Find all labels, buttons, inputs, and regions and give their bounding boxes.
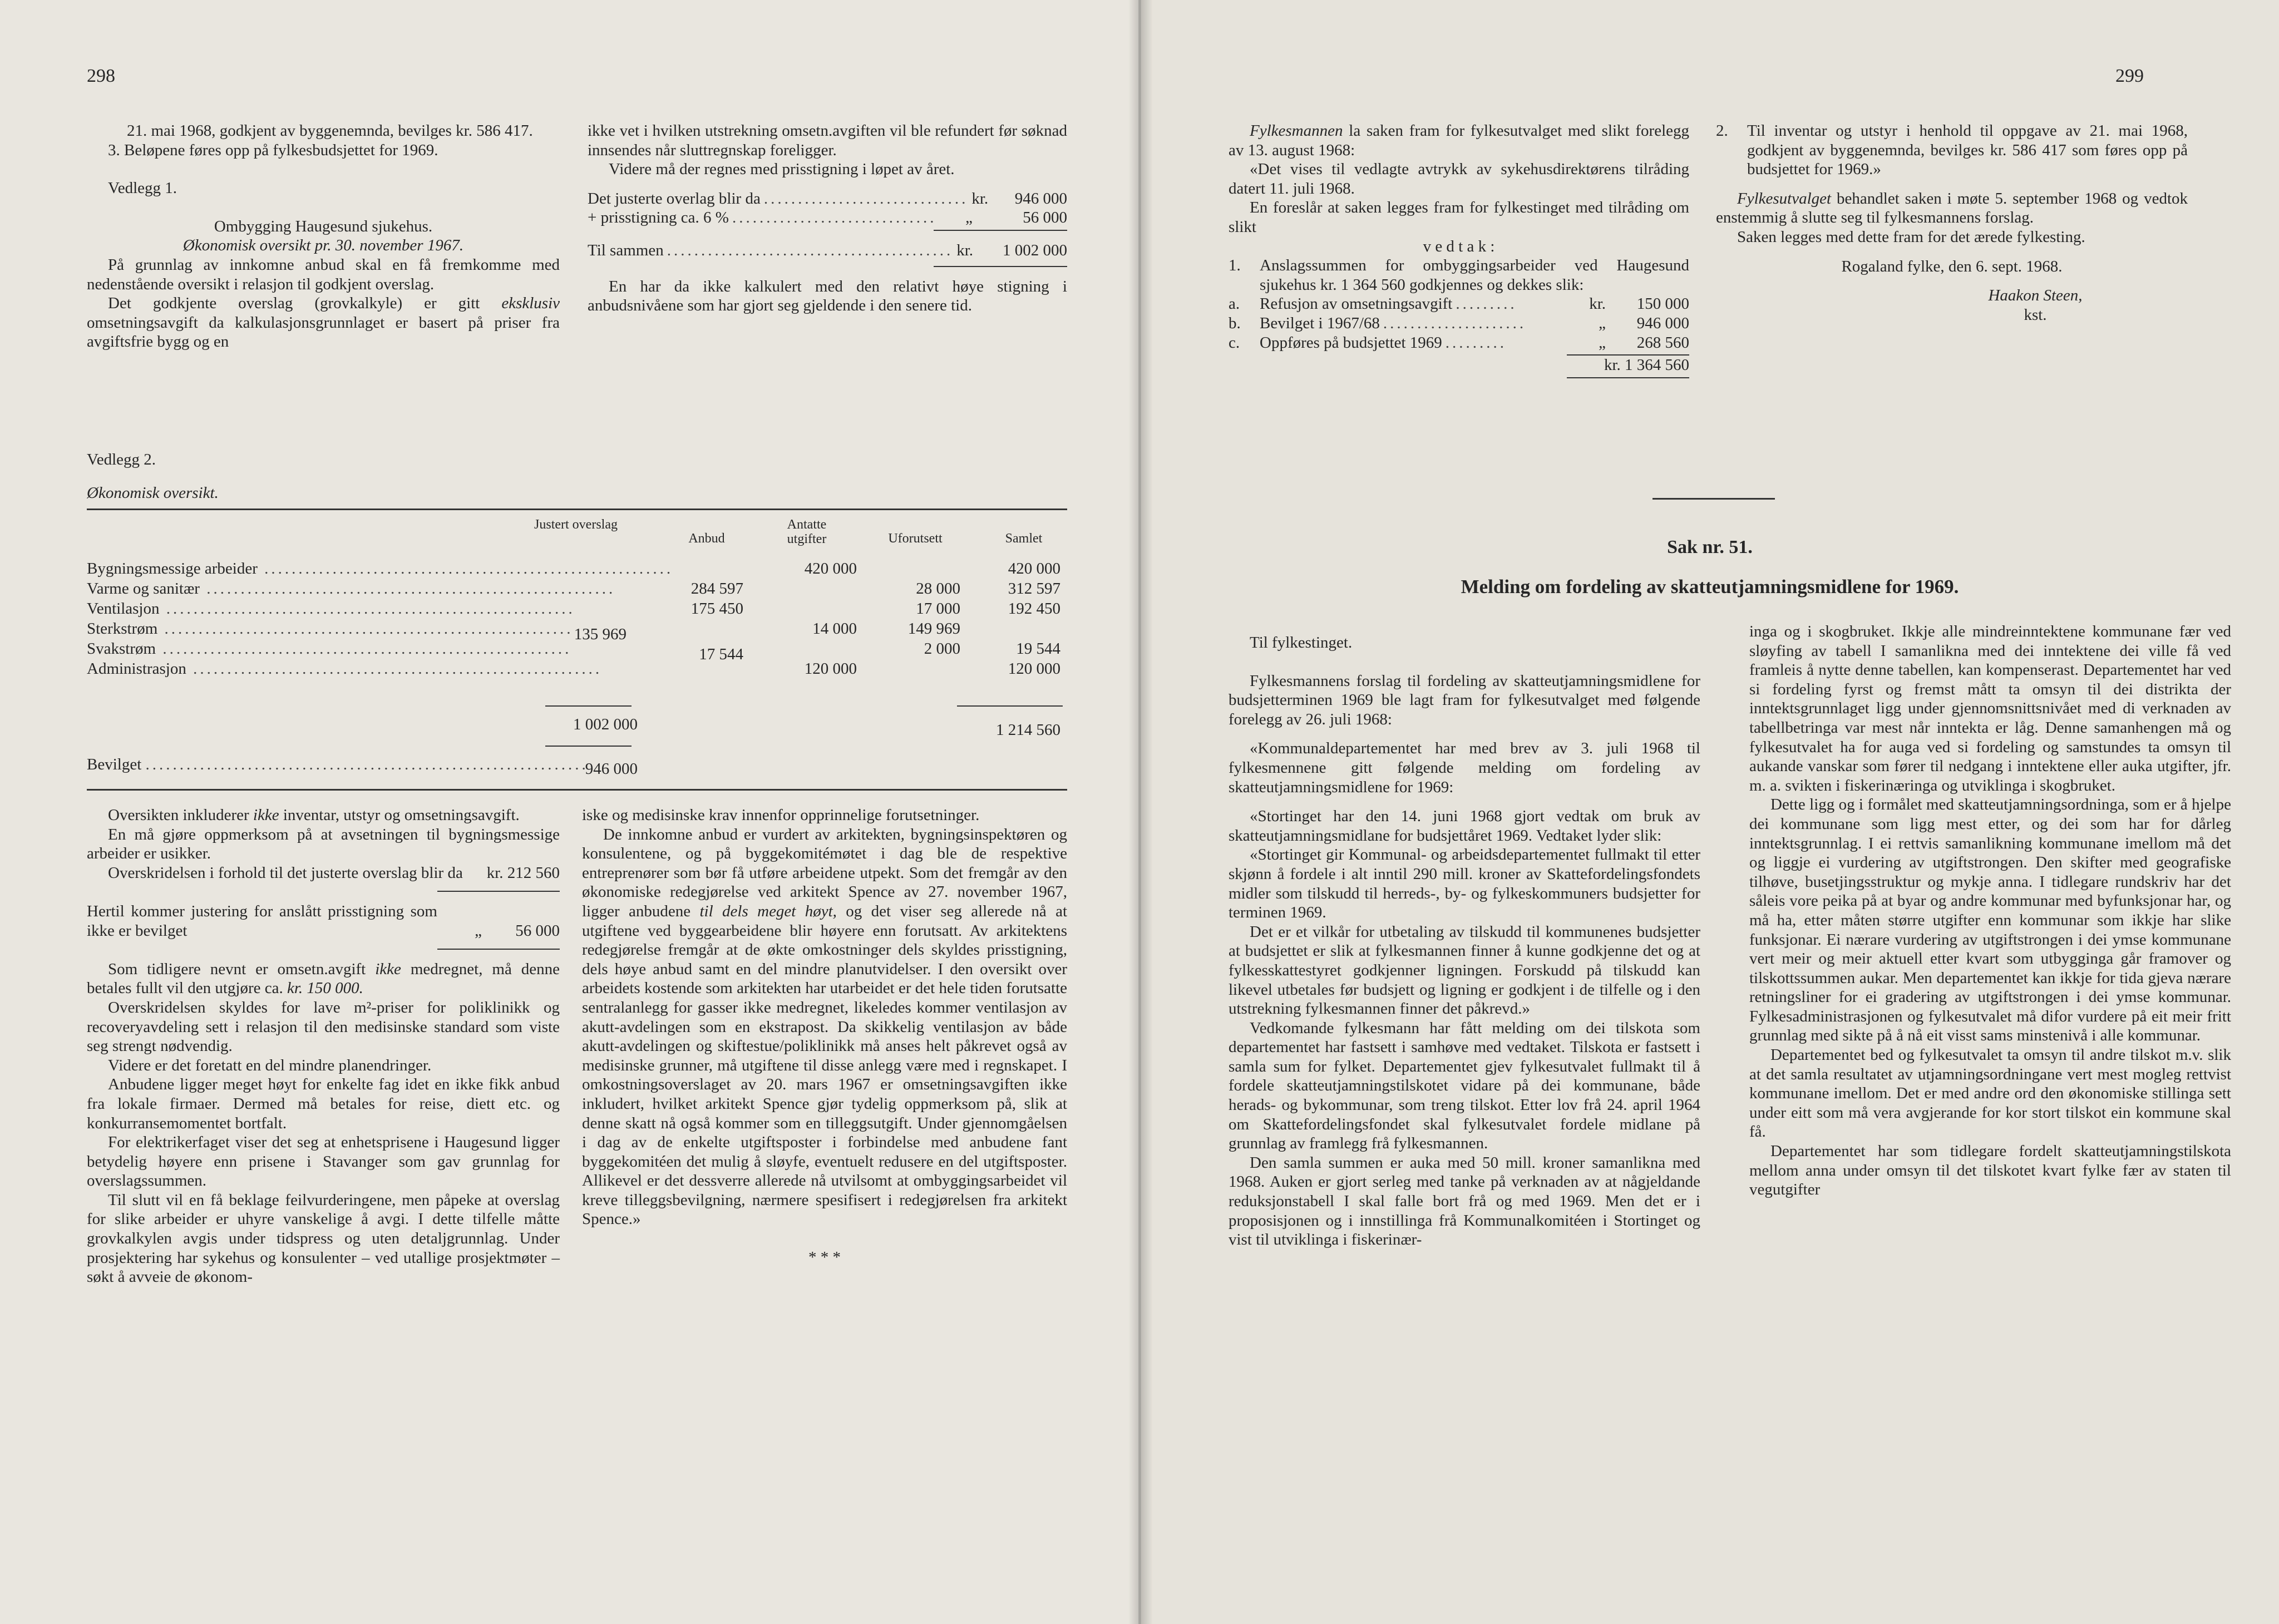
paragraph: Departementet bed og fylkesutvalet ta omsyn til andre tilskot m.v. slik at det samla resultatet av utjamningsordningane vert mest mogleg rettvist kommunane imellom. Det er med andre ord den økonomiske stillinga sett under eitt som må vera avgjerande for kor stort tilskot ein kommune skal få. [1749,1046,2231,1141]
row-letter: c. [1229,333,1240,352]
emphasis: ikke [253,806,279,824]
column-header-justert: Justert overslag [534,517,618,532]
paragraph: inga og i skogbruket. Ikkje alle mindreinntektene kommunane fær ved sløyfing av tabell I samanlikna med dei inntektene dei ville få ved framleis å nytte denne tabellen, kan kompenserast. Departementet har ved si fordeling fyrst og fremst mått ta omsyn til dei distrikta der inntektsgrunnlaget ligg under gjennomsnittsnivået med di verknaden av tabellbetringa var mest når inntekta er låg. Denne samanhengen må og fylkesutvalet ha for auga ved si fordeling og samstundes ta omsyn til aukande vanskar som fører til nedgang i inntektene eller auka utgifter, jfr. m. a. svikten i fiskerinæringa og utviklinga i skogbruket. [1749,623,2231,794]
row-unit: „ [1599,314,1606,332]
left-col-bottom-1 [87,806,560,1287]
decision-row-b [1229,314,1689,333]
text: og det viser seg allerede nå at utgiftene ved byggearbeidene blir høyere enn forutsatt. Av arkitektens redegjørelse fremgår at de økte omkostninger dels skyldes prisstigning, dels høye anbud samt en del mindre planutvidelser. I den oversikt over arbeidets kostende som arkitekten har utarbeidet er det hele tiden forutsatte sentralanlegg for gasser ikke medregnet, likeledes kommer ventilasjon av akutt-avdelingen som en ekstrapost. Da skikkelig ventilasjon av både akutt-avdelingen og skiftestue/poliklinikk må anses helt påkrevet også av medisinske grunner, må utgiftene til disse anlegg være med i regnskapet. I omkostningsoverslaget av 20. mars 1967 er omsetningsavgiften ikke inkludert, hvilket arkitekt Spence gjør tydelig oppmerksom på, slik at denne skatt nå også kommer som en tilleggsutgift. Under gjennomgåelsen i dag av de enkelte utgiftsposter i forbindelse med anbudene fant byggekomitéen det mulig å sløyfe, eventuelt redusere en del utgiftsposter. Allikevel er det dessverre allerede nå utvilsomt at ombyggingsarbeidet vil kreve tilleggsbevilgning, nærmere spesifisert i redegjørelsen fra arkitekt Spence.» [582,902,1068,1228]
table-cell-uforutsett: 149 969 [907,620,960,638]
table-cell-anbud: 17 544 [699,645,743,663]
paragraph: En har da ikke kalkulert med den relativt høye stigning i anbudsnivåene som har gjort seg gjeldende i den senere tid. [588,277,1067,315]
item-text: Til inventar og utstyr i henhold til oppgave av 21. mai 1968, godkjent av byggenemnda, bevilges kr. 586 417 som føres opp på budsjettet for 1969.» [1747,122,2188,179]
row-label: Bevilget i 1967/68 [1260,314,1380,332]
bevilget-label [87,756,589,774]
text: De innkomne anbud er vurdert av arkitekten, bygningsinspektøren og konsulentene, og på byggekomitémøtet i dag ble de respektive entreprenører som bør få utføre arbeidene utpekt. Som det fremgår av den økonomiske redegjørelse ved arkitekt Spence av 27. november 1967, ligger anbudene [582,825,1067,920]
row-label-text: Ventilasjon [87,600,160,618]
signature-title: kst. [2024,305,2047,324]
calc-unit: kr. [956,241,974,259]
paragraph: Anbudene ligger meget høyt for enkelte fag idet en ikke fikk anbud fra lokale firmaer. Dermed må betales for reise, diett etc. og konkurransemomentet bortfalt. [87,1075,560,1132]
appendix-title: Ombygging Haugesund sjukehus. [214,217,433,235]
paragraph: Den samla summen er auka med 50 mill. kroner samanlikna med 1968. Auken er gjort serleg med tanke på verknaden av at någjeldande reduksjonstabell I skal falle bort frå og med 1969. Men det er i proposisjonen og i innstillinga frå Kommunalkomitéen i Stortinget og vist til utviklinga i fiskerinær- [1229,1153,1700,1249]
row-letter: b. [1229,314,1241,332]
right-col-top-1 [1229,121,1689,378]
table-cell-antatte: 14 000 [812,620,857,638]
paragraph: «Stortinget gir Kommunal- og arbeidsdepartementet fullmakt til etter skjønn å fordele i alt inntil 290 mill. kroner av Skattefordelingsfondets midler som tilskudd til herreds-, by- og fylkeskommuners budsjetter for terminen 1969. [1229,846,1700,922]
text: Oversikten inkluderer [108,806,249,824]
table-cell-samlet: 420 000 [1008,560,1060,577]
table-row-label [87,600,575,618]
paragraph: Videre er det foretatt en del mindre planendringer. [108,1056,432,1074]
paragraph: Overskridelsen i forhold til det justerte overslag blir da [108,863,463,882]
calc-row-prisstigning [588,208,1067,228]
subtotal-rule [957,705,1063,707]
table-title: Økonomisk oversikt. [87,484,219,502]
paragraph [87,806,560,825]
text: omsetningsavgift da kalkulasjonsgrunnlaget er basert på priser fra avgiftsfrie bygg og en [87,313,560,351]
page-number-right: 299 [2115,66,2144,86]
text: Som tidligere nevnt er omsetn.avgift [108,960,366,978]
paragraph: Hertil kommer justering for anslått prisstigning som ikke er bevilget [87,902,437,940]
text: la saken fram for fylkesutvalget med slikt forelegg av 13. august 1968: [1229,122,1689,159]
item-number: 2. [1716,122,1728,140]
dot-leader: .............................. [732,209,937,227]
table-cell-samlet: 120 000 [1008,660,1060,678]
row-value: 946 000 [1636,314,1689,332]
table-row-label [87,640,572,658]
signature-name: Haakon Steen, [1988,287,2083,305]
calc-unit: kr. [971,189,989,208]
decision-row-c [1229,333,1689,353]
paragraph: Det er et vilkår for utbetaling av tilskudd til kommunenes budsjetter at budsjettet er slik at fylkesmannen finner å kunne godkjenne det og at fylkesskattestyret godkjenner ligningen. Forskudd på tilskudd kan likevel utbetales før budsjett og ligning er godkjent i de tilfelle og i den utstrekning fylkesmannen finner det påkrevd.» [1229,922,1700,1018]
row-label-text: Svakstrøm [87,640,156,658]
paragraph: Overskridelsen skyldes for lave m²-priser for poliklinikk og recoveryavdeling sett i relasjon til den medisinske standard som viste seg strengt nødvendig. [87,998,560,1055]
row-unit: „ [1599,333,1606,352]
calc-value: 1 002 000 [1003,241,1067,259]
table-top-rule [87,509,1067,510]
paragraph: Departementet har som tidlegare fordelt skatteutjamningstilskota mellom anna under omsyn til det tilskotet kvart fylke fær av staten til vegutgifter [1749,1142,2231,1199]
bevilget-value: 946 000 [585,760,638,778]
text: inventar, utstyr og omsetningsavgift. [283,806,520,824]
appendix-2-label: Vedlegg 2. [87,451,156,468]
salutation: Til fylkestinget. [1250,634,1353,651]
emphasis: kr. 150 000. [287,979,363,998]
dot-leader: .......................................... [667,241,954,259]
column-header-antatte: Antatte utgifter [787,517,827,546]
table-cell-justert: 135 969 [574,625,627,643]
text: medregnet, må denne betales fullt vil den utgjøre ca. [87,960,560,998]
paragraph: 21. mai 1968, godkjent av byggenemnda, bevilges kr. 586 417. [127,122,533,140]
table-cell-uforutsett: 2 000 [924,640,960,658]
paragraph [1229,121,1689,160]
calc-label: Det justerte overlag blir da [588,189,761,208]
paragraph [1716,189,2188,228]
amount: kr. 212 560 [486,864,560,882]
right-col-top-2 [1716,121,2188,324]
right-page [1141,0,2279,1624]
table-row-label [87,560,674,578]
item-text: Anslagssummen for ombyggingsarbeider ved Haugesund sjukehus kr. 1 364 560 godkjennes og dekkes slik: [1260,256,1689,294]
left-col-bottom-2 [582,806,1067,1267]
emphasis: ikke [375,960,401,978]
emphasis: eksklusiv [501,294,560,313]
date-line: Rogaland fylke, den 6. sept. 1968. [1841,257,2063,275]
calc-row-justert [588,189,1067,209]
table-cell-antatte: 120 000 [804,660,857,678]
total-amount: kr. 1 364 560 [1604,356,1689,374]
text: behandlet saken i møte 5. september 1968 og vedtok enstemmig å slutte seg til fylkesmannens forslag. [1716,189,2188,227]
left-col-top-1 [87,121,560,352]
sum-rule [1567,377,1689,378]
decision-item-2 [1716,121,2188,179]
paragraph: For elektrikerfaget viser det seg at enhetsprisene i Haugesund ligger betydelig høyere enn prisene i Stavanger som gav grunnlag for overslagssummen. [87,1133,560,1190]
column-header-uforutsett: Uforutsett [888,531,943,546]
dot-leader: ..................... [1383,314,1527,332]
table-row-label [87,580,616,598]
table-cell-samlet: 19 544 [1016,640,1060,658]
calc-value: 946 000 [1014,189,1067,208]
emphasis: Fylkesutvalget [1737,189,1832,208]
dot-leader: ............................................................ [157,620,574,638]
paragraph: 3. Beløpene føres opp på fylkesbudsjettet for 1969. [108,141,438,159]
calc-value: 56 000 [1023,209,1067,227]
dot-leader: ............................................................ [199,580,616,598]
row-value: 150 000 [1636,295,1689,313]
row-label: Refusjon av omsetningsavgift [1260,295,1453,313]
text: Det godkjente overslag (grovkalkyle) er gitt [108,294,480,313]
row-value: 268 560 [1636,333,1689,352]
table-row-label [87,620,574,638]
paragraph: «Det vises til vedlagte avtrykk av sykehusdirektørens tilråding datert 11. juli 1968. [1229,160,1689,198]
calc-value: 56 000 [515,922,560,940]
row-letter: a. [1229,295,1240,313]
paragraph: Saken legges med dette fram for det ærede fylkesting. [1737,228,2085,246]
book-gutter [1128,0,1153,1624]
row-label-text: Varme og sanitær [87,580,200,598]
left-col-top-2 [588,121,1067,315]
paragraph: «Stortinget har den 14. juni 1968 gjort vedtak om bruk av skatteutjamningsmidlane for budsjettåret 1969. Vedtaket lyder slik: [1229,807,1700,845]
appendix-label: Vedlegg 1. [108,179,177,198]
row-label-text: Sterkstrøm [87,620,158,638]
page-number-left: 298 [87,66,115,86]
emphasis: til dels meget høyt, [699,902,837,920]
subtotal-rule [545,705,632,707]
row-label-text: Administrasjon [87,660,186,678]
table-cell-uforutsett: 17 000 [916,600,960,618]
column-header-samlet: Samlet [1005,531,1043,546]
column-header-anbud: Anbud [688,531,725,546]
total-justert: 1 002 000 [573,715,638,733]
calc-unit: „ [965,209,973,227]
table-cell-antatte: 420 000 [804,560,857,577]
dot-leader: ......... [1445,333,1507,352]
dot-leader: ............................................................ [159,600,575,618]
dot-leader: .............................. [763,189,969,208]
dot-leader: ................................................................. [145,756,589,773]
table-bottom-rule [87,789,1067,791]
paragraph: Videre må der regnes med prisstigning i løpet av året. [609,160,955,179]
total-samlet: 1 214 560 [996,721,1060,739]
paragraph: En må gjøre oppmerksom på at avsetningen til bygningsmessige arbeider er usikker. [87,825,560,863]
decision-item-1 [1229,256,1689,294]
calc-label: + prisstigning ca. 6 % [588,209,729,227]
paragraph: «Kommunaldepartementet har med brev av 3. juli 1968 til fylkesmennene gitt følgende melding om fordeling av skatteutjamningsmidlene for 1969: [1229,739,1700,796]
emphasis: Fylkesmannen [1250,122,1343,140]
case-subtitle: Melding om fordeling av skatteutjamningsmidlene for 1969. [1461,576,1959,598]
row-unit: kr. [1589,295,1606,313]
row-label-text: Bygningsmessige arbeider [87,560,258,577]
row-label: Oppføres på budsjettet 1969 [1260,333,1442,352]
dot-leader: ............................................................ [257,560,674,577]
table-row-label [87,660,603,678]
left-page [0,0,1138,1624]
dot-leader: ............................................................ [186,660,603,678]
table-cell-anbud: 175 450 [690,600,743,618]
appendix-subtitle: Økonomisk oversikt pr. 30. november 1967. [182,236,464,255]
paragraph: Dette ligg og i formålet med skatteutjamningsordninga, som er å hjelpe dei kommunane som ligg mest etter, og dei som har for dårleg inntektsgrunnlag. I ei rettvis samanlikning kommunane imellom må det og liggje ei vurdering av utgiftstrongen. Den skifter med geografiske tilhøve, busetjingsstruktur og mykje anna. I tidlegare rundskriv har det såleis vore peika på at byar og andre kommunar med byfunksjonar har, og må ha, etter måten større utgifter enn kommunar som ikkje har slike funksjonar. Ei nærare vurdering av utgiftstrongen i dei ymse kommunane vert meir og meir aktuell etter kvart som utbygginga går framover og tilskottssummen aukar. Men departementet kan ikkje for tida gjeva nærare retningsliner for ei gradering av utgiftstrongen i dei ymse kommunar. Fylkesadministrasjonen og fylkesutvalet må difor vurdere på eit meir fritt grunnlag med sikte på å nå eit visst sams minstenivå i alle kommunar. [1749,796,2231,1045]
table-cell-uforutsett: 28 000 [916,580,960,598]
paragraph: På grunnlag av innkomne anbud skal en få fremkomme med nedenstående oversikt i relasjon til godkjent overslag. [87,255,560,293]
paragraph: Fylkesmannens forslag til fordeling av skatteutjamningsmidlene for budsjetterminen 1969 ble lagt fram for fylkesutvalget med følgende forelegg av 26. juli 1968: [1229,672,1700,728]
paragraph: iske og medisinske krav innenfor opprinnelige forutsetninger. [582,806,980,824]
paragraph: En foreslår at saken legges fram for fylkestinget med tilråding om slikt [1229,199,1689,236]
case-title: Sak nr. 51. [1667,537,1753,557]
section-rule [1652,498,1775,500]
section-separator: * * * [808,1248,841,1267]
paragraph: Til slutt vil en få beklage feilvurderingene, men påpeke at overslag for slike arbeider er uhyre vanskelige å avgi. I dette tilfelle måtte grovkalkylen avgis under tidspress og uten detaljgrunnlag. Under prosjektering har sykehus og konsulenter – ved utallige prosjektmøter – søkt å avveie de økonom- [87,1191,560,1286]
paragraph [87,960,560,998]
table-cell-samlet: 312 597 [1008,580,1060,598]
table-cell-anbud: 284 597 [690,580,743,598]
item-number: 1. [1229,256,1241,275]
subtotal-rule [545,746,632,747]
paragraph: ikke vet i hvilken utstrekning omsetn.avgiften vil ble refundert før søknad innsendes når sluttregnskap foreligger. [588,122,1067,159]
paragraph [87,294,560,352]
table-cell-samlet: 192 450 [1008,600,1060,618]
paragraph: Vedkomande fylkesmann har fått melding om dei tilskota som departementet har fastsett i samhøve med vedtaket. Tilskota er fastsett i samla sum for fylket. Departementet gjev fylkesutvalet fullmakt til å fordele skatteutjamningstilskotet vidare på dei kommunane, både herads- og bykommunar, som treng tilskot. Etter lov frå 24. april 1964 om Skattefordelingsfondet skal fylkesutvalet fordele midlane på grunnlag av framlegg frå fylkesmannen. [1229,1019,1700,1153]
paragraph [582,825,1067,1229]
dot-leader: ............................................................ [156,640,572,658]
right-col-bottom-1 [1229,633,1700,1250]
calc-unit: „ [475,922,482,940]
dot-leader: ......... [1456,295,1517,313]
bevilget-text: Bevilget [87,756,142,773]
decision-row-a [1229,294,1689,314]
decision-heading: v e d t a k : [1423,237,1495,255]
calc-label: Til sammen [588,241,664,259]
calc-row-sum [588,241,1067,260]
right-col-bottom-2 [1749,622,2231,1200]
